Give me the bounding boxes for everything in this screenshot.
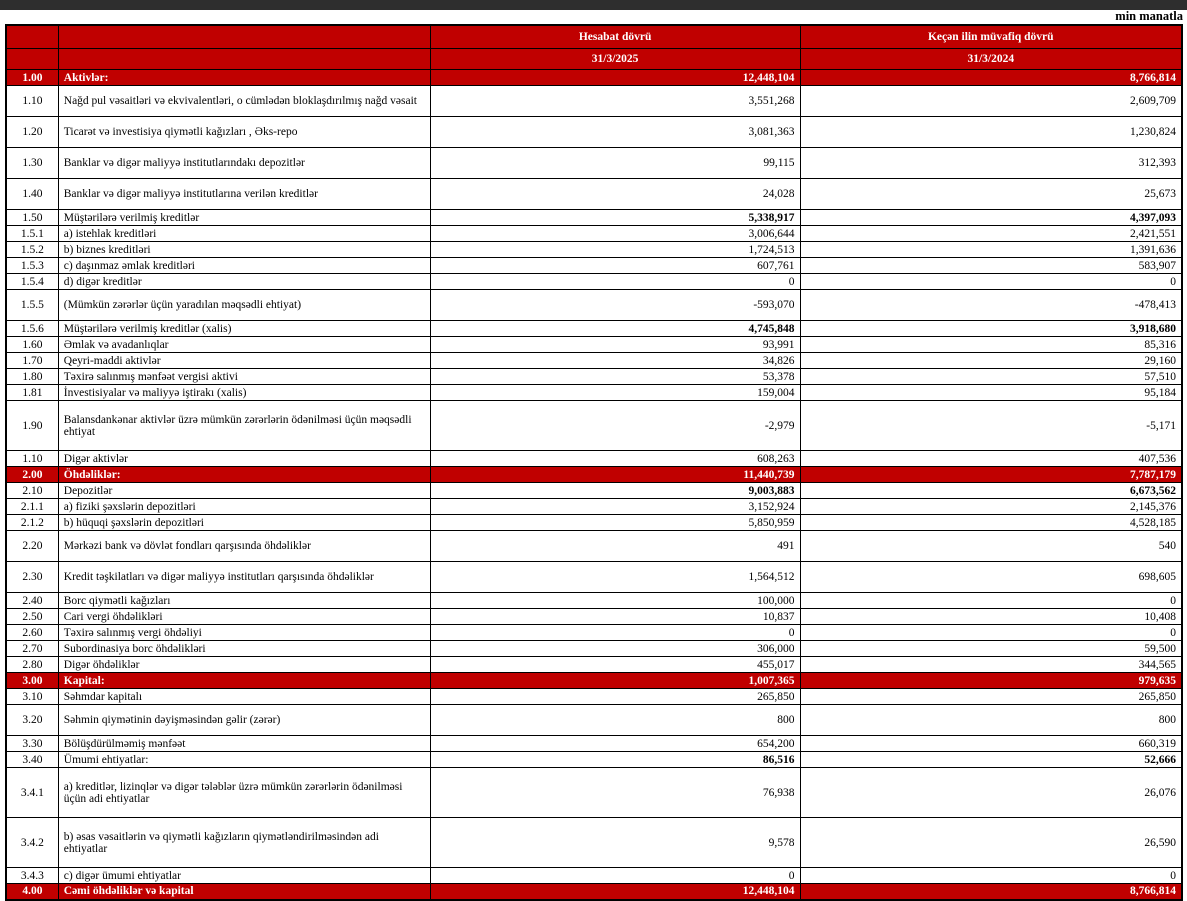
row-code: 1.80 xyxy=(6,369,58,385)
row-code: 1.5.1 xyxy=(6,226,58,242)
row-code: 1.5.5 xyxy=(6,290,58,321)
row-label: Kapital: xyxy=(58,673,430,689)
row-value-previous: 0 xyxy=(800,625,1182,641)
table-row xyxy=(6,736,1182,752)
row-value-previous: 407,536 xyxy=(800,451,1182,467)
row-value-previous: 59,500 xyxy=(800,641,1182,657)
balance-sheet-table xyxy=(5,24,1183,901)
row-label: Depozitlər xyxy=(58,483,430,499)
row-value-current: 306,000 xyxy=(430,641,800,657)
row-value-previous: 52,666 xyxy=(800,752,1182,768)
row-value-current: 1,564,512 xyxy=(430,562,800,593)
row-code: 1.10 xyxy=(6,451,58,467)
row-value-current: 0 xyxy=(430,274,800,290)
table-header xyxy=(6,25,1182,70)
row-label: Təxirə salınmış vergi öhdəliyi xyxy=(58,625,430,641)
row-value-previous: 265,850 xyxy=(800,689,1182,705)
row-value-previous: 0 xyxy=(800,868,1182,884)
row-label: Bölüşdürülməmiş mənfəət xyxy=(58,736,430,752)
row-code: 3.20 xyxy=(6,705,58,736)
row-code: 3.40 xyxy=(6,752,58,768)
row-value-previous: 800 xyxy=(800,705,1182,736)
row-value-previous: 0 xyxy=(800,593,1182,609)
row-code: 1.60 xyxy=(6,337,58,353)
table-row xyxy=(6,625,1182,641)
row-value-current: 5,850,959 xyxy=(430,515,800,531)
table-row xyxy=(6,609,1182,625)
row-value-previous: 6,673,562 xyxy=(800,483,1182,499)
row-label: b) hüquqi şəxslərin depozitləri xyxy=(58,515,430,531)
row-label: Öhdəliklər: xyxy=(58,467,430,483)
row-label: Balansdankənar aktivlər üzrə mümkün zərərlərin ödənilməsi üçün məqsədli ehtiyat xyxy=(58,401,430,451)
row-code: 1.81 xyxy=(6,385,58,401)
table-row xyxy=(6,385,1182,401)
row-label: c) digər ümumi ehtiyatlar xyxy=(58,868,430,884)
row-code: 3.10 xyxy=(6,689,58,705)
row-code: 2.50 xyxy=(6,609,58,625)
row-value-current: 3,551,268 xyxy=(430,86,800,117)
row-value-previous: 26,590 xyxy=(800,818,1182,868)
table-row xyxy=(6,70,1182,86)
table-row xyxy=(6,499,1182,515)
row-label: Ümumi ehtiyatlar: xyxy=(58,752,430,768)
row-value-current: 3,081,363 xyxy=(430,117,800,148)
row-label: a) kreditlər, lizinqlər və digər tələblər üzrə mümkün zərərlərin ödənilməsi üçün adi ehtiyatlar xyxy=(58,768,430,818)
row-value-current: 455,017 xyxy=(430,657,800,673)
row-value-current: -593,070 xyxy=(430,290,800,321)
row-code: 1.40 xyxy=(6,179,58,210)
row-value-current: 607,761 xyxy=(430,258,800,274)
row-label: İnvestisiyalar və maliyyə iştirakı (xalis) xyxy=(58,385,430,401)
row-value-previous: -5,171 xyxy=(800,401,1182,451)
table-row xyxy=(6,483,1182,499)
table-row xyxy=(6,768,1182,818)
row-value-previous: 4,397,093 xyxy=(800,210,1182,226)
row-value-previous: 2,421,551 xyxy=(800,226,1182,242)
row-code: 2.1.1 xyxy=(6,499,58,515)
row-code: 3.4.2 xyxy=(6,818,58,868)
row-label: Banklar və digər maliyyə institutlarına verilən kreditlər xyxy=(58,179,430,210)
table-row xyxy=(6,401,1182,451)
row-value-previous: 0 xyxy=(800,274,1182,290)
row-value-previous: 7,787,179 xyxy=(800,467,1182,483)
row-code: 2.10 xyxy=(6,483,58,499)
row-label: Müştərilərə verilmiş kreditlər xyxy=(58,210,430,226)
row-value-current: 654,200 xyxy=(430,736,800,752)
row-code: 1.70 xyxy=(6,353,58,369)
table-row xyxy=(6,321,1182,337)
table-row xyxy=(6,657,1182,673)
row-value-current: 34,826 xyxy=(430,353,800,369)
row-code: 1.90 xyxy=(6,401,58,451)
row-code: 2.80 xyxy=(6,657,58,673)
header-current-period-date: 31/3/2025 xyxy=(430,49,800,70)
table-row xyxy=(6,337,1182,353)
row-value-current: 99,115 xyxy=(430,148,800,179)
row-value-previous: 29,160 xyxy=(800,353,1182,369)
row-code: 1.20 xyxy=(6,117,58,148)
row-value-previous: 8,766,814 xyxy=(800,70,1182,86)
row-value-current: 0 xyxy=(430,868,800,884)
row-code: 1.00 xyxy=(6,70,58,86)
row-value-current: 100,000 xyxy=(430,593,800,609)
row-value-previous: 85,316 xyxy=(800,337,1182,353)
row-label: Subordinasiya borc öhdəlikləri xyxy=(58,641,430,657)
row-value-previous: 10,408 xyxy=(800,609,1182,625)
table-row xyxy=(6,451,1182,467)
header-empty-label2 xyxy=(58,49,430,70)
table-row xyxy=(6,369,1182,385)
table-row xyxy=(6,689,1182,705)
table-row xyxy=(6,868,1182,884)
row-code: 2.40 xyxy=(6,593,58,609)
row-value-previous: 344,565 xyxy=(800,657,1182,673)
row-label: a) fiziki şəxslərin depozitləri xyxy=(58,499,430,515)
table-row xyxy=(6,752,1182,768)
table-row xyxy=(6,148,1182,179)
window-top-bar xyxy=(0,0,1187,10)
table-row xyxy=(6,467,1182,483)
row-value-previous: -478,413 xyxy=(800,290,1182,321)
table-row xyxy=(6,673,1182,689)
row-code: 4.00 xyxy=(6,884,58,900)
row-code: 1.30 xyxy=(6,148,58,179)
row-label: Borc qiymətli kağızları xyxy=(58,593,430,609)
row-value-current: 608,263 xyxy=(430,451,800,467)
row-code: 1.5.2 xyxy=(6,242,58,258)
row-value-current: 1,724,513 xyxy=(430,242,800,258)
row-value-current: 491 xyxy=(430,531,800,562)
row-value-previous: 3,918,680 xyxy=(800,321,1182,337)
row-value-current: 10,837 xyxy=(430,609,800,625)
row-label: Əmlak və avadanlıqlar xyxy=(58,337,430,353)
row-value-current: 800 xyxy=(430,705,800,736)
row-label: Aktivlər: xyxy=(58,70,430,86)
row-value-current: 3,006,644 xyxy=(430,226,800,242)
table-row xyxy=(6,242,1182,258)
row-value-current: 1,007,365 xyxy=(430,673,800,689)
row-value-previous: 698,605 xyxy=(800,562,1182,593)
row-value-previous: 2,609,709 xyxy=(800,86,1182,117)
row-code: 1.5.3 xyxy=(6,258,58,274)
row-value-previous: 95,184 xyxy=(800,385,1182,401)
row-code: 3.4.3 xyxy=(6,868,58,884)
unit-label: min manatla xyxy=(1115,9,1183,23)
row-code: 3.4.1 xyxy=(6,768,58,818)
row-value-previous: 8,766,814 xyxy=(800,884,1182,900)
header-previous-period-title: Keçən ilin müvafiq dövrü xyxy=(800,25,1182,49)
table-row xyxy=(6,884,1182,900)
row-value-previous: 660,319 xyxy=(800,736,1182,752)
row-value-previous: 57,510 xyxy=(800,369,1182,385)
row-code: 3.30 xyxy=(6,736,58,752)
row-value-current: 3,152,924 xyxy=(430,499,800,515)
row-label: Səhmin qiymətinin dəyişməsindən gəlir (zərər) xyxy=(58,705,430,736)
row-value-previous: 25,673 xyxy=(800,179,1182,210)
row-label: (Mümkün zərərlər üçün yaradılan məqsədli ehtiyat) xyxy=(58,290,430,321)
row-value-current: -2,979 xyxy=(430,401,800,451)
row-value-previous: 4,528,185 xyxy=(800,515,1182,531)
row-value-current: 159,004 xyxy=(430,385,800,401)
table-row xyxy=(6,531,1182,562)
row-value-current: 9,003,883 xyxy=(430,483,800,499)
row-value-current: 86,516 xyxy=(430,752,800,768)
row-value-current: 9,578 xyxy=(430,818,800,868)
row-value-current: 0 xyxy=(430,625,800,641)
table-row xyxy=(6,515,1182,531)
row-value-current: 24,028 xyxy=(430,179,800,210)
row-label: Müştərilərə verilmiş kreditlər (xalis) xyxy=(58,321,430,337)
row-label: Cari vergi öhdəlikləri xyxy=(58,609,430,625)
balance-table-body xyxy=(6,70,1182,900)
row-value-current: 12,448,104 xyxy=(430,70,800,86)
row-label: c) daşınmaz əmlak kreditləri xyxy=(58,258,430,274)
row-label: Nağd pul vəsaitləri və ekvivalentləri, o cümlədən bloklaşdırılmış nağd vəsait xyxy=(58,86,430,117)
header-empty-code xyxy=(6,25,58,49)
row-value-previous: 583,907 xyxy=(800,258,1182,274)
header-row-dates xyxy=(6,49,1182,70)
row-label: b) əsas vəsaitlərin və qiymətli kağızların qiymətləndirilməsindən adi ehtiyatlar xyxy=(58,818,430,868)
row-code: 2.60 xyxy=(6,625,58,641)
table-row xyxy=(6,226,1182,242)
row-value-current: 76,938 xyxy=(430,768,800,818)
row-label: Qeyri-maddi aktivlər xyxy=(58,353,430,369)
header-empty-label xyxy=(58,25,430,49)
row-label: a) istehlak kreditləri xyxy=(58,226,430,242)
row-label: Mərkəzi bank və dövlət fondları qarşısında öhdəliklər xyxy=(58,531,430,562)
table-row xyxy=(6,117,1182,148)
table-row xyxy=(6,86,1182,117)
row-label: d) digər kreditlər xyxy=(58,274,430,290)
row-label: Səhmdar kapitalı xyxy=(58,689,430,705)
row-value-current: 12,448,104 xyxy=(430,884,800,900)
table-row xyxy=(6,210,1182,226)
row-value-previous: 2,145,376 xyxy=(800,499,1182,515)
row-code: 1.50 xyxy=(6,210,58,226)
row-value-previous: 312,393 xyxy=(800,148,1182,179)
table-row xyxy=(6,258,1182,274)
header-previous-period-date: 31/3/2024 xyxy=(800,49,1182,70)
row-value-current: 265,850 xyxy=(430,689,800,705)
header-current-period-title: Hesabat dövrü xyxy=(430,25,800,49)
row-value-current: 11,440,739 xyxy=(430,467,800,483)
table-row xyxy=(6,562,1182,593)
row-label: Ticarət və investisiya qiymətli kağızları , Əks-repo xyxy=(58,117,430,148)
row-value-previous: 979,635 xyxy=(800,673,1182,689)
header-empty-code2 xyxy=(6,49,58,70)
row-value-current: 93,991 xyxy=(430,337,800,353)
row-code: 1.5.4 xyxy=(6,274,58,290)
row-code: 2.70 xyxy=(6,641,58,657)
row-value-previous: 1,230,824 xyxy=(800,117,1182,148)
row-label: Kredit təşkilatları və digər maliyyə institutları qarşısında öhdəliklər xyxy=(58,562,430,593)
row-code: 3.00 xyxy=(6,673,58,689)
row-code: 1.10 xyxy=(6,86,58,117)
row-label: Təxirə salınmış mənfəət vergisi aktivi xyxy=(58,369,430,385)
row-value-current: 4,745,848 xyxy=(430,321,800,337)
row-value-previous: 26,076 xyxy=(800,768,1182,818)
row-label: b) biznes kreditləri xyxy=(58,242,430,258)
header-row-titles xyxy=(6,25,1182,49)
row-code: 1.5.6 xyxy=(6,321,58,337)
row-value-previous: 540 xyxy=(800,531,1182,562)
table-row xyxy=(6,593,1182,609)
row-value-current: 53,378 xyxy=(430,369,800,385)
row-code: 2.20 xyxy=(6,531,58,562)
table-row xyxy=(6,818,1182,868)
row-label: Banklar və digər maliyyə institutlarındakı depozitlər xyxy=(58,148,430,179)
row-value-previous: 1,391,636 xyxy=(800,242,1182,258)
row-code: 2.30 xyxy=(6,562,58,593)
table-row xyxy=(6,290,1182,321)
row-code: 2.00 xyxy=(6,467,58,483)
row-label: Cəmi öhdəliklər və kapital xyxy=(58,884,430,900)
row-label: Digər aktivlər xyxy=(58,451,430,467)
table-row xyxy=(6,641,1182,657)
row-value-current: 5,338,917 xyxy=(430,210,800,226)
row-label: Digər öhdəliklər xyxy=(58,657,430,673)
table-row xyxy=(6,705,1182,736)
table-row xyxy=(6,179,1182,210)
row-code: 2.1.2 xyxy=(6,515,58,531)
table-row xyxy=(6,274,1182,290)
table-row xyxy=(6,353,1182,369)
